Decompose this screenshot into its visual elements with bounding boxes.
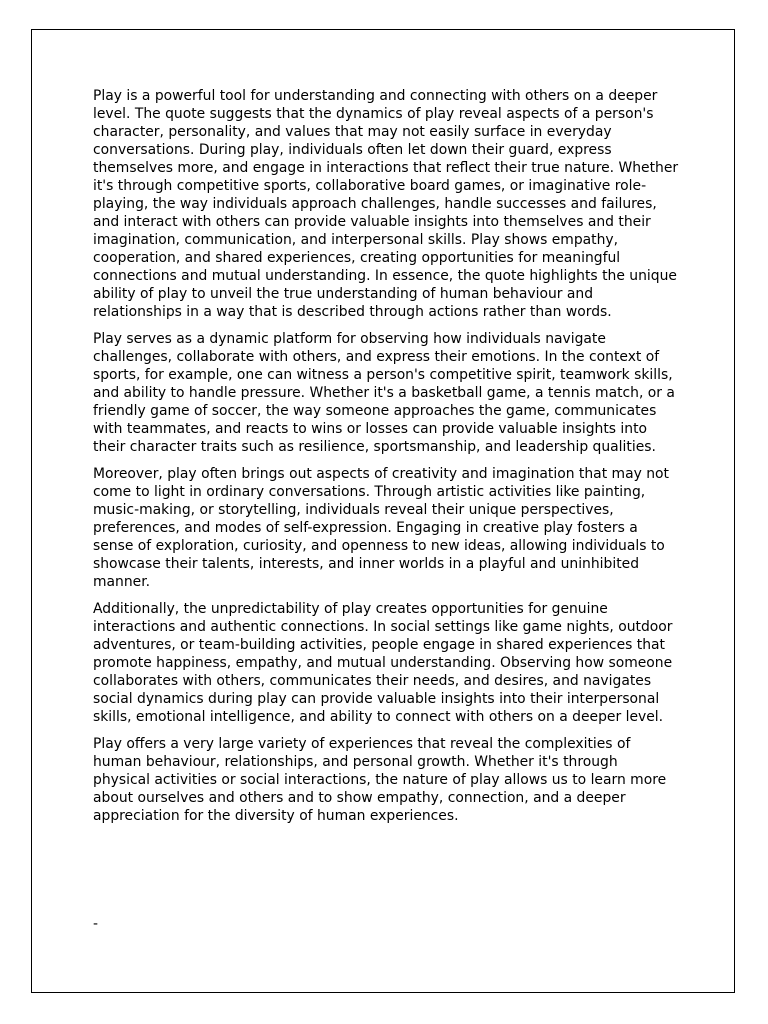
paragraph-5: Play offers a very large variety of experiences that reveal the complexities of human behaviour, relationships, and personal growth. Whether it's through physical activities or social interactions, the nature of play allows us to learn more about ourselves and others and to show empathy, connection, and a deeper appreciation for the diversity of human experiences. [93, 736, 667, 824]
paragraph-1: Play is a powerful tool for understanding and connecting with others on a deeper level. The quote suggests that the dynamics of play reveal aspects of a person's character, personality, and values that may not easily surface in everyday conversations. During play, individuals often let down their guard, express themselves more, and engage in interactions that reflect their true nature. Whether it's through competitive sports, collaborative board games, or imaginative role-playing, the way individuals approach challenges, handle successes and failures, and interact with others can provide valuable insights into themselves and their imagination, communication, and interpersonal skills. Play shows empathy, cooperation, and shared experiences, creating opportunities for meaningful connections and mutual understanding. In essence, the quote highlights the unique ability of play to unveil the true understanding of human behaviour and relationships in a way that is described through actions rather than words. [93, 88, 679, 320]
paragraph-3: Moreover, play often brings out aspects of creativity and imagination that may not come to light in ordinary conversations. Through artistic activities like painting, music-making, or storytelling, individuals reveal their unique perspectives, preferences, and modes of self-expression. Engaging in creative play fosters a sense of exploration, curiosity, and openness to new ideas, allowing individuals to showcase their talents, interests, and inner worlds in a playful and uninhibited manner. [93, 466, 669, 590]
paragraph-4: Additionally, the unpredictability of play creates opportunities for genuine interactions and authentic connections. In social settings like game nights, outdoor adventures, or team-building activities, people engage in shared experiences that promote happiness, empathy, and mutual understanding. Observing how someone collaborates with others, communicates their needs, and desires, and navigates social dynamics during play can provide valuable insights into their interpersonal skills, emotional intelligence, and ability to connect with others on a deeper level. [93, 601, 673, 725]
document-page [31, 29, 735, 993]
paragraph-2: Play serves as a dynamic platform for observing how individuals navigate challenges, collaborate with others, and express their emotions. In the context of sports, for example, one can witness a person's competitive spirit, teamwork skills, and ability to handle pressure. Whether it's a basketball game, a tennis match, or a friendly game of soccer, the way someone approaches the game, communicates with teammates, and reacts to wins or losses can provide valuable insights into their character traits such as resilience, sportsmanship, and leadership qualities. [93, 331, 675, 455]
trailing-dash: - [93, 916, 99, 932]
document-body [93, 87, 679, 834]
